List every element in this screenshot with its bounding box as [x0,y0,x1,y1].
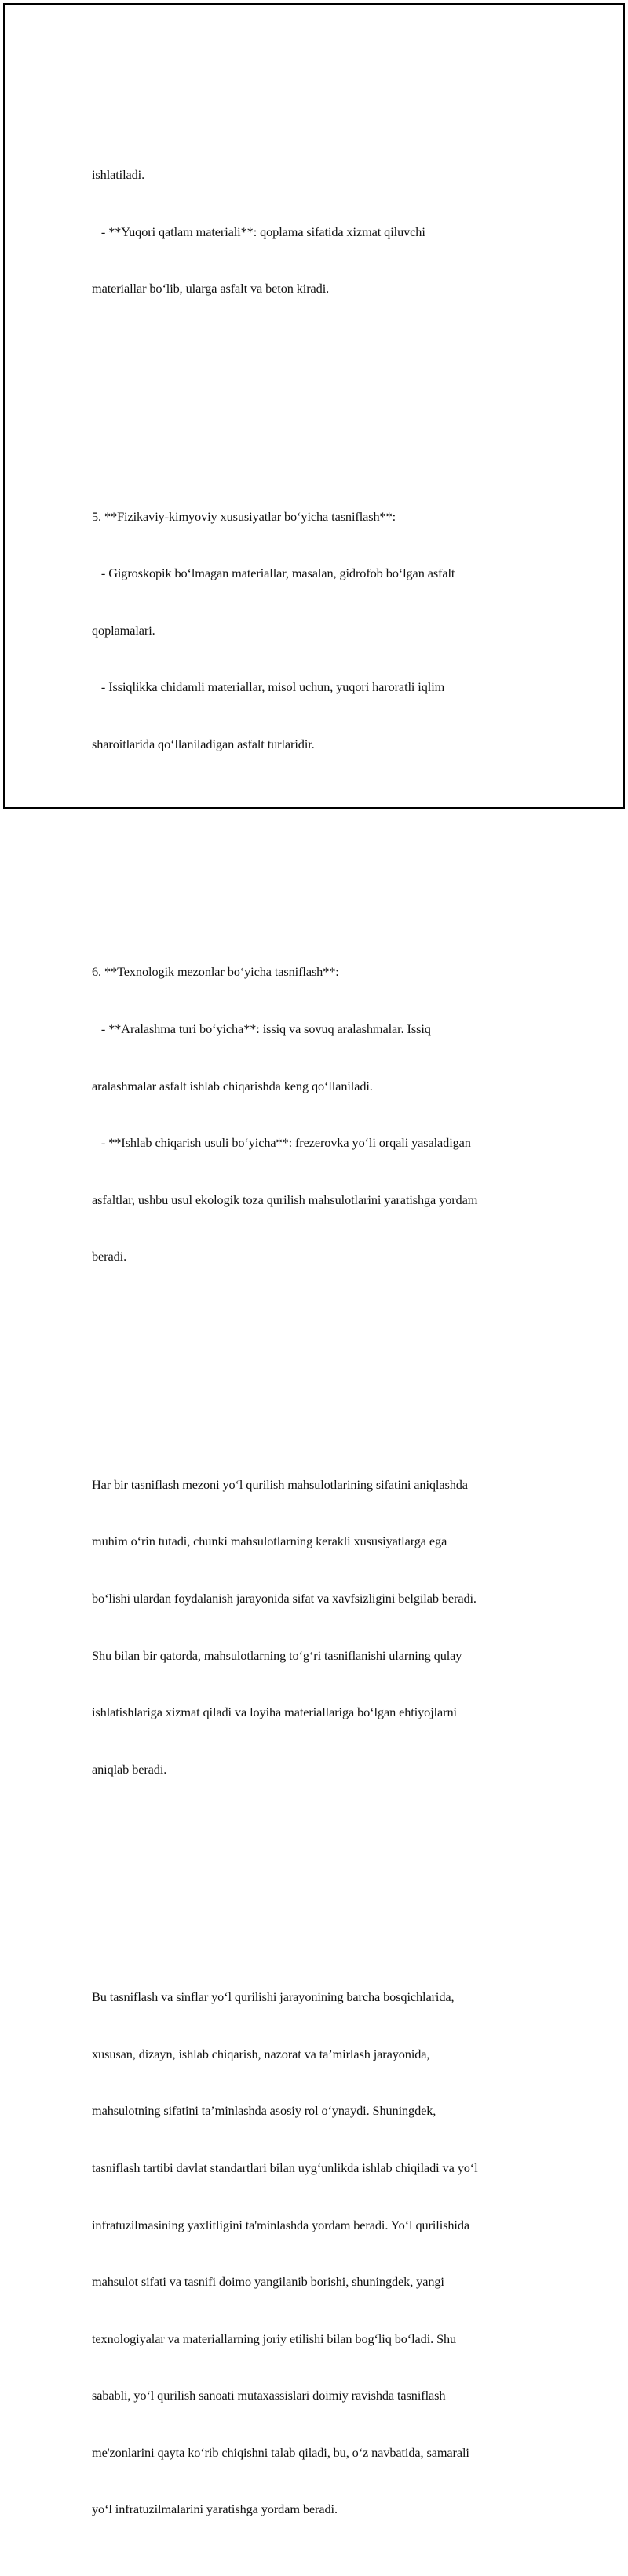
list-heading: 6. **Texnologik mezonlar bo‘yicha tasniflash**: [92,964,339,980]
text-line: aniqlab beradi. [92,1761,167,1777]
body-paragraph [92,1437,563,1817]
text-line: ishlatiladi. [92,167,145,183]
body-paragraph [92,1950,563,2557]
text-line: - Issiqlikka chidamli materiallar, misol uchun, yuqori haroratli iqlim [92,679,445,695]
text-line: tasniflash tartibi davlat standartlari bilan uyg‘unlikda ishlab chiqiladi va yo‘l [92,2159,478,2175]
text-line: ishlatishlariga xizmat qiladi va loyiha materiallariga bo‘lgan ehtiyojlarni [92,1705,457,1720]
paragraph-gap [92,1342,563,1361]
text-line: me'zonlarini qayta ko‘rib chiqishni talab qiladi, bu, o‘z navbatida, samarali [92,2444,469,2460]
list-item-6 [92,925,563,1304]
text-line: mahsulotning sifatini ta’minlashda asosiy rol o‘ynaydi. Shuningdek, [92,2103,436,2119]
continuation-paragraph [92,128,563,337]
text-line: Shu bilan bir qatorda, mahsulotlarning to‘g‘ri tasniflanishi ularning qulay [92,1647,462,1663]
text-line: materiallar bo‘lib, ularga asfalt va beton kiradi. [92,281,330,297]
text-line: sababli, yo‘l qurilish sanoati mutaxassislari doimiy ravishda tasniflash [92,2388,446,2403]
text-line: muhim o‘rin tutadi, chunki mahsulotlarning kerakli xususiyatlarga ega [92,1534,447,1549]
text-line: mahsulot sifati va tasnifi doimo yangilanib borishi, shuningdek, yangi [92,2274,444,2290]
text-line: infratuzilmasining yaxlitligini ta'minlashda yordam beradi. Yo‘l qurilishida [92,2217,469,2232]
text-line: - **Ishlab chiqarish usuli bo‘yicha**: frezerovka yo‘li orqali yasaladigan [92,1135,471,1151]
text-line: xususan, dizayn, ishlab chiqarish, nazorat va ta’mirlash jarayonida, [92,2046,430,2061]
text-line: beradi. [92,1249,127,1264]
text-line: yo‘l infratuzilmalarini yaratishga yordam beradi. [92,2501,338,2517]
text-line: - **Aralashma turi bo‘yicha**: issiq va sovuq aralashmalar. Issiq [92,1021,431,1036]
paragraph-gap [92,830,563,849]
text-line: asfaltlar, ushbu usul ekologik toza qurilish mahsulotlarini yaratishga yordam [92,1192,478,1207]
text-line: qoplamalari. [92,622,155,638]
paragraph-gap [92,374,563,393]
text-line: texnologiyalar va materiallarning joriy etilishi bilan bog‘liq bo‘ladi. Shu [92,2330,457,2346]
text-line: Har bir tasniflash mezoni yo‘l qurilish mahsulotlarining sifatini aniqlashda [92,1476,468,1492]
document-body [92,71,563,2576]
text-line: - **Yuqori qatlam materiali**: qoplama sifatida xizmat qiluvchi [92,224,425,239]
paragraph-gap [92,1855,563,1874]
text-line: sharoitlarida qo‘llaniladigan asfalt turlaridir. [92,736,315,751]
list-item-5 [92,469,563,791]
text-line: bo‘lishi ulardan foydalanish jarayonida sifat va xavfsizligini belgilab beradi. [92,1590,476,1606]
text-line: - Gigroskopik bo‘lmagan materiallar, masalan, gidrofob bo‘lgan asfalt [92,566,455,581]
text-line: Bu tasniflash va sinflar yo‘l qurilishi jarayonining barcha bosqichlarida, [92,1989,455,2005]
text-line: aralashmalar asfalt ishlab chiqarishda keng qo‘llaniladi. [92,1078,373,1093]
list-heading: 5. **Fizikaviy-kimyoviy xususiyatlar bo‘yicha tasniflash**: [92,508,396,524]
